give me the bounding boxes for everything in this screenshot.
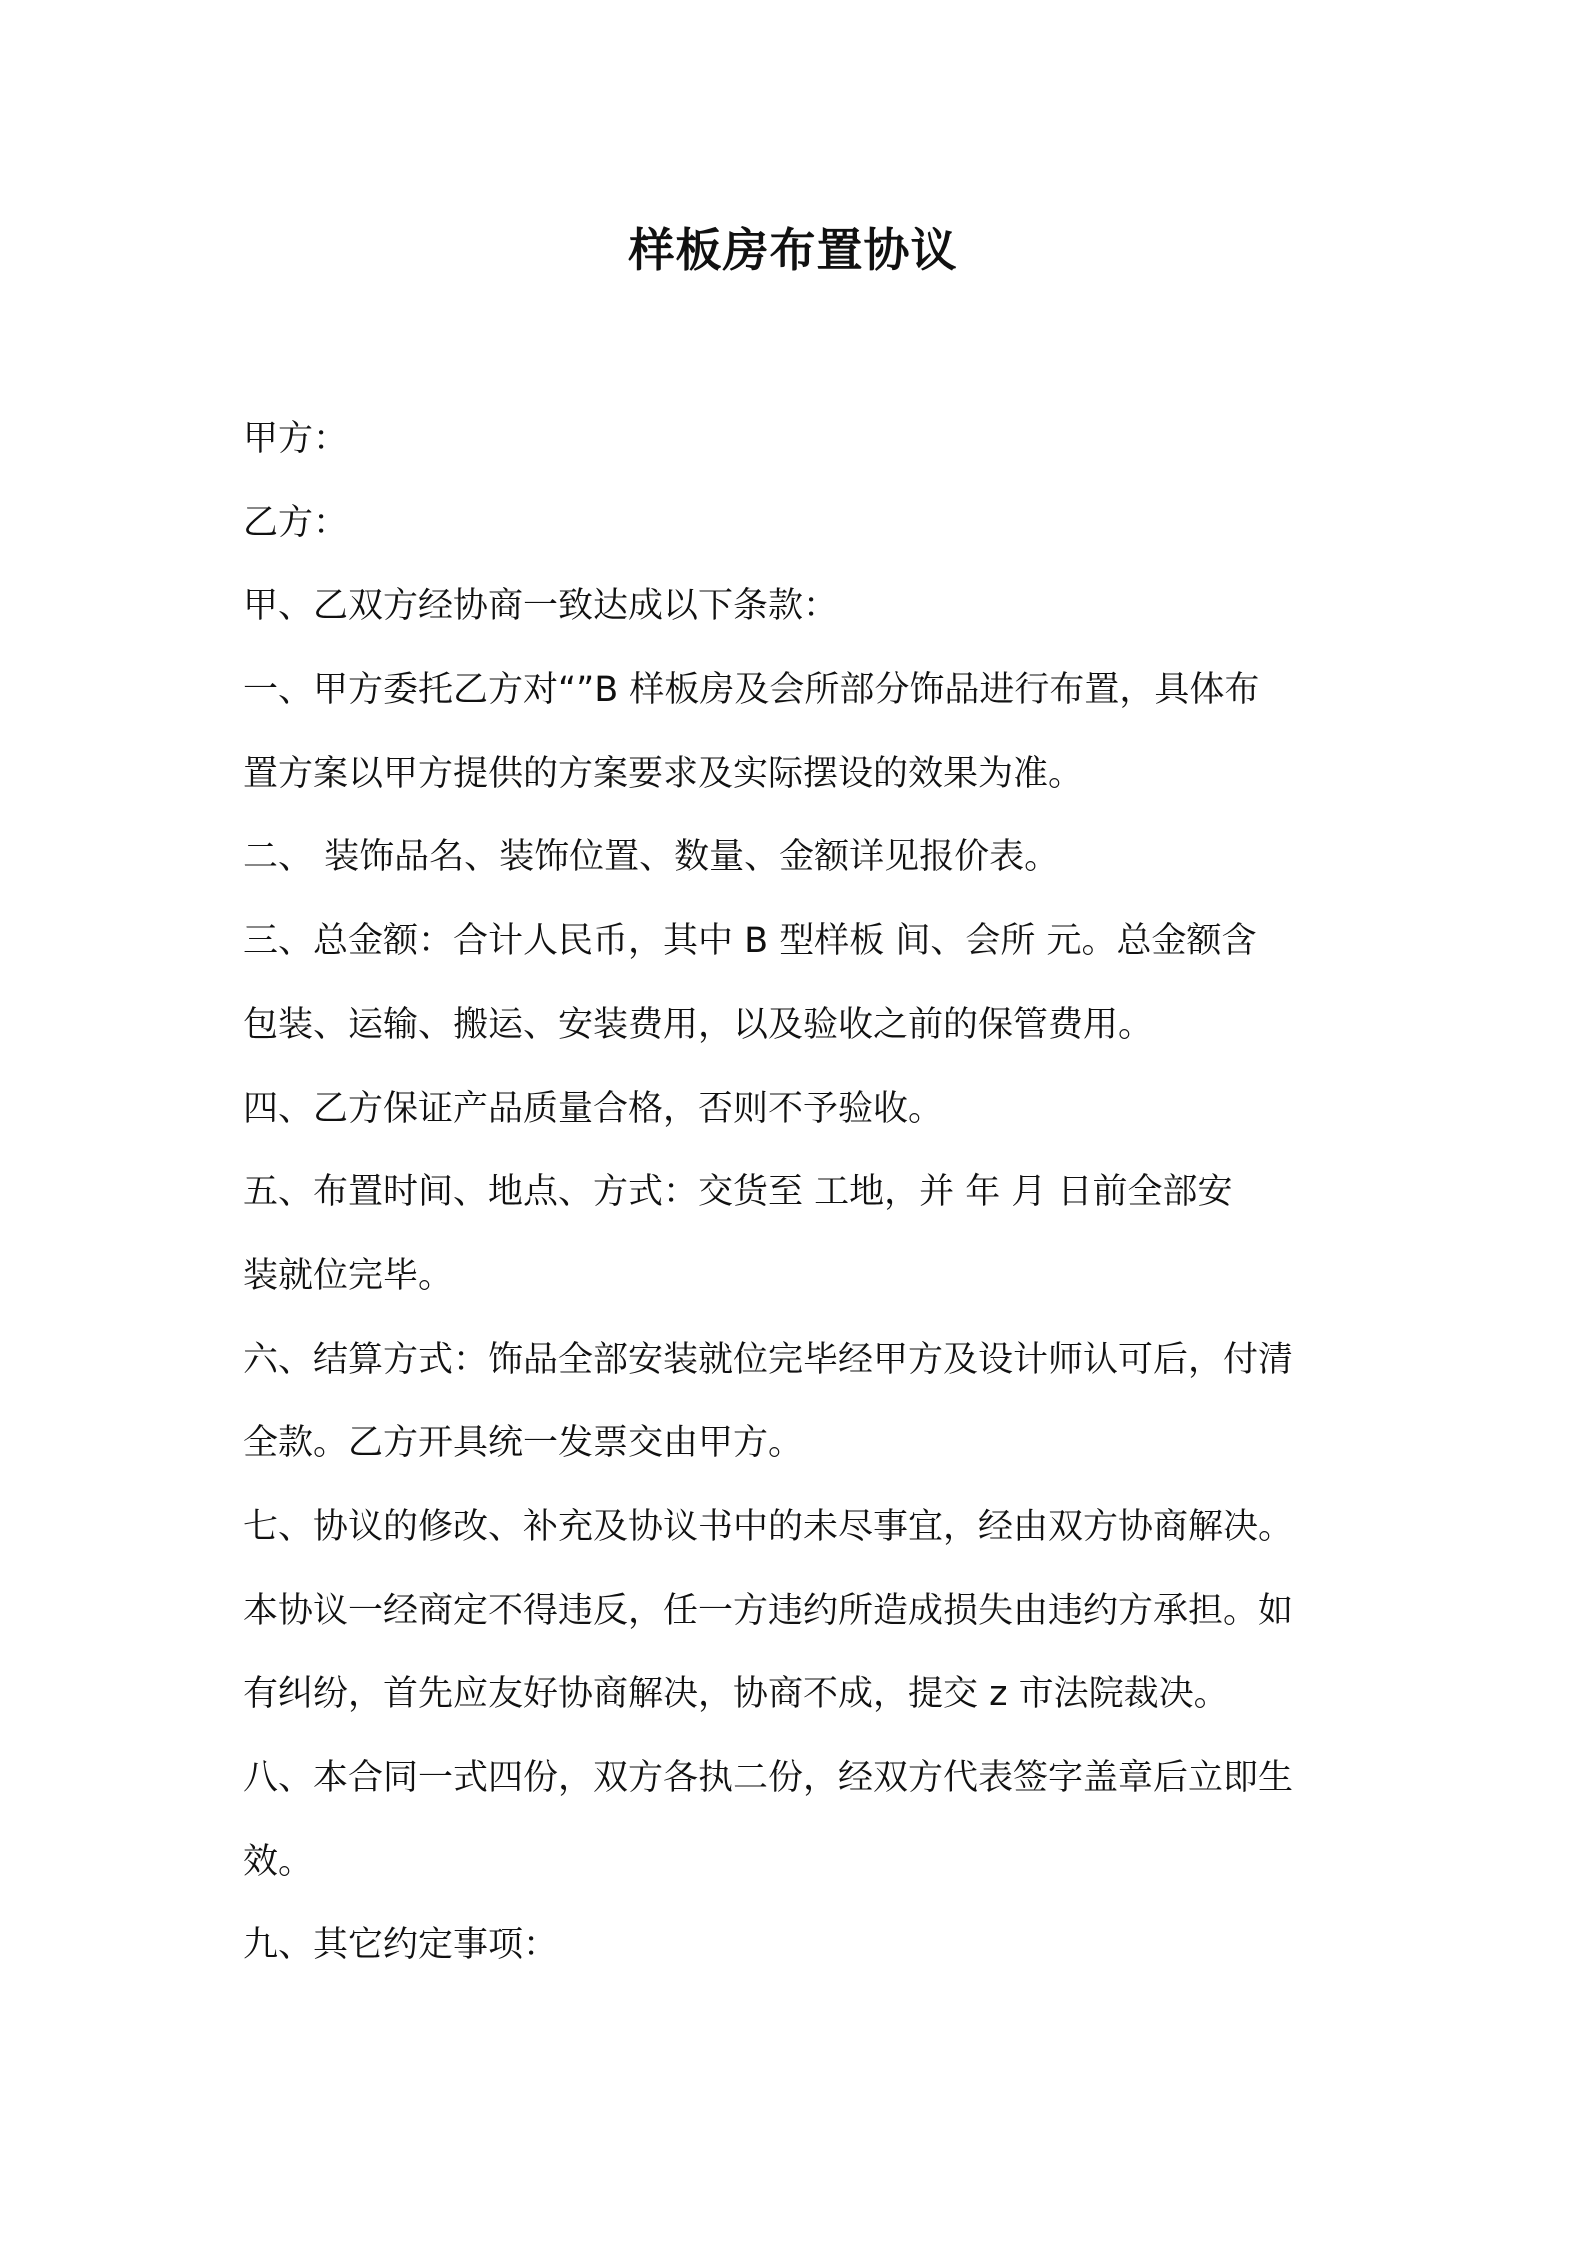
party-b-line: 乙方： <box>243 502 349 543</box>
clause-3-line-2: 包装、运输、搬运、安装费用，以及验收之前的保管费用。 <box>243 1004 1154 1045</box>
clause-5-line-2: 装就位完毕。 <box>243 1255 454 1296</box>
clause-7-line-2: 本协议一经商定不得违反，任一方违约所造成损失由违约方承担。如 <box>243 1590 1294 1631</box>
clause-8-line-1: 八、本合同一式四份，双方各执二份，经双方代表签字盖章后立即生 <box>243 1758 1294 1798</box>
document-title: 样板房布置协议 <box>628 223 958 277</box>
agreement-intro-line: 甲、乙双方经协商一致达成以下条款： <box>243 586 839 627</box>
clause-1-line-1: 一、甲方委托乙方对“”B 样板房及会所部分饰品进行布置，具体布 <box>243 670 1260 711</box>
clause-3-line-1: 三、总金额：合计人民币，其中 B 型样板 间、会所 元。总金额含 <box>243 921 1257 962</box>
clause-6-line-2: 全款。乙方开具统一发票交由甲方。 <box>243 1423 804 1464</box>
clause-5-line-1: 五、布置时间、地点、方式：交货至 工地，并 年 月 日前全部安 <box>243 1172 1233 1213</box>
clause-6-line-1: 六、结算方式：饰品全部安装就位完毕经甲方及设计师认可后，付清 <box>243 1339 1294 1380</box>
clause-9-line-1: 九、其它约定事项： <box>243 1925 559 1966</box>
clause-1-line-2: 置方案以甲方提供的方案要求及实际摆设的效果为准。 <box>243 753 1084 794</box>
clause-8-line-2: 效。 <box>243 1841 314 1882</box>
clause-2-line-1: 二、 装饰品名、装饰位置、数量、金额详见报价表。 <box>243 837 1060 878</box>
party-a-line: 甲方： <box>243 419 349 459</box>
clause-4-line-1: 四、乙方保证产品质量合格，否则不予验收。 <box>243 1088 944 1129</box>
document-body <box>243 398 1361 1988</box>
clause-7-line-1: 七、协议的修改、补充及协议书中的未尽事宜，经由双方协商解决。 <box>243 1506 1294 1547</box>
clause-7-line-3: 有纠纷，首先应友好协商解决，协商不成，提交 z 市法院裁决。 <box>243 1674 1229 1715</box>
